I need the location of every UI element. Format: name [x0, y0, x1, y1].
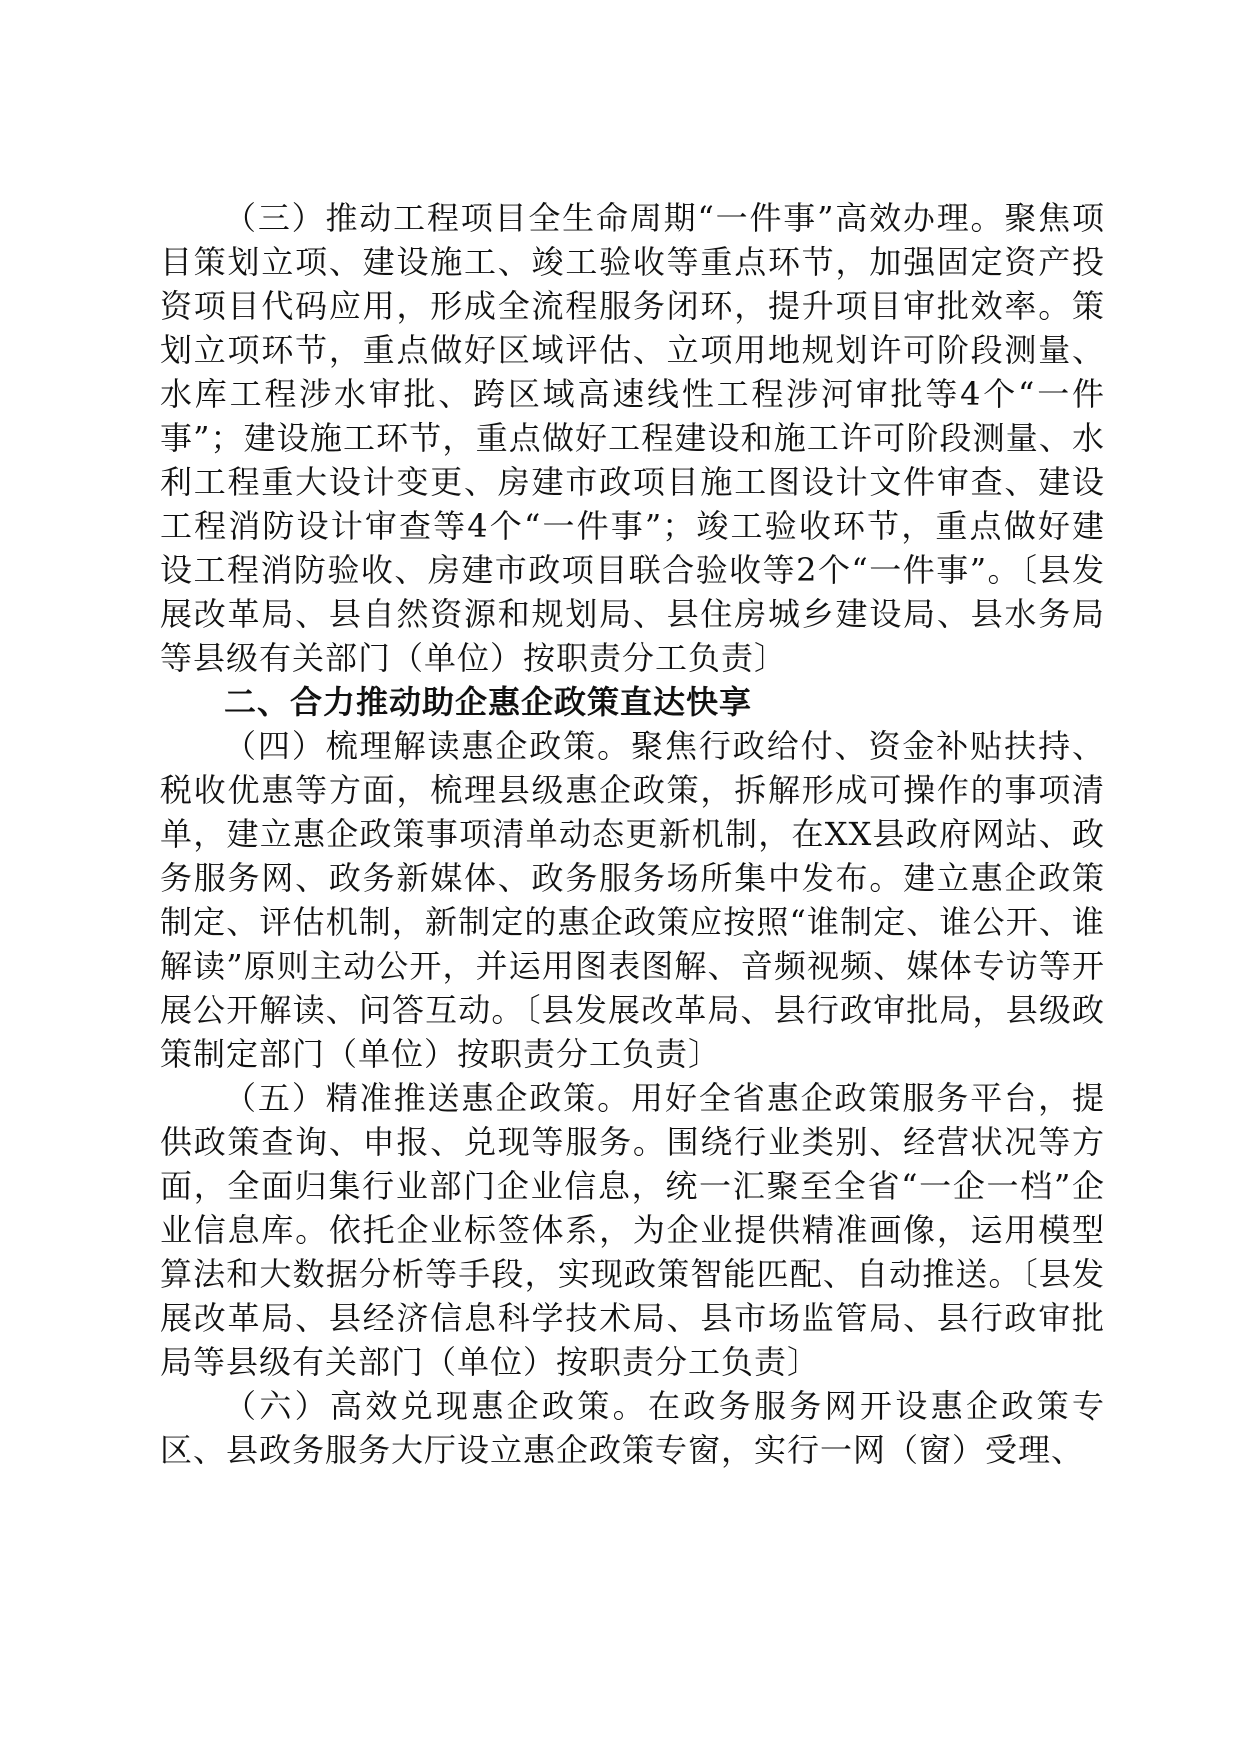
paragraph-section-4: （四）梳理解读惠企政策。聚焦行政给付、资金补贴扶持、税收优惠等方面，梳理县级惠企政策，拆解形成可操作的事项清单，建立惠企政策事项清单动态更新机制，在XX县政府网站、政务服务网、政务新媒体、政务服务场所集中发布。建立惠企政策制定、评估机制，新制定的惠企政策应按照“谁制定、谁公开、谁解读”原则主动公开，并运用图表图解、音频视频、媒体专访等开展公开解读、问答互动。〔县发展改革局、县行政审批局，县级政策制定部门（单位）按职责分工负责〕 — [160, 727, 1105, 1073]
document-body — [160, 196, 1105, 1472]
paragraph-section-5: （五）精准推送惠企政策。用好全省惠企政策服务平台，提供政策查询、申报、兑现等服务。围绕行业类别、经营状况等方面，全面归集行业部门企业信息，统一汇聚至全省“一企一档”企业信息库。依托企业标签体系，为企业提供精准画像，运用模型算法和大数据分析等手段，实现政策智能匹配、自动推送。〔县发展改革局、县经济信息科学技术局、县市场监管局、县行政审批局等县级有关部门（单位）按职责分工负责〕 — [160, 1079, 1105, 1381]
section-heading-2: 二、合力推动助企惠企政策直达快享 — [224, 683, 753, 721]
paragraph-section-3: （三）推动工程项目全生命周期“一件事”高效办理。聚焦项目策划立项、建设施工、竣工验收等重点环节，加强固定资产投资项目代码应用，形成全流程服务闭环，提升项目审批效率。策划立项环节，重点做好区域评估、立项用地规划许可阶段测量、水库工程涉水审批、跨区域高速线性工程涉河审批等4个“一件事”；建设施工环节，重点做好工程建设和施工许可阶段测量、水利工程重大设计变更、房建市政项目施工图设计文件审查、建设工程消防设计审查等4个“一件事”；竣工验收环节，重点做好建设工程消防验收、房建市政项目联合验收等2个“一件事”。〔县发展改革局、县自然资源和规划局、县住房城乡建设局、县水务局等县级有关部门（单位）按职责分工负责〕 — [160, 199, 1105, 677]
paragraph-section-6: （六）高效兑现惠企政策。在政务服务网开设惠企政策专区、县政务服务大厅设立惠企政策专窗，实行一网（窗）受理、 — [160, 1387, 1105, 1469]
